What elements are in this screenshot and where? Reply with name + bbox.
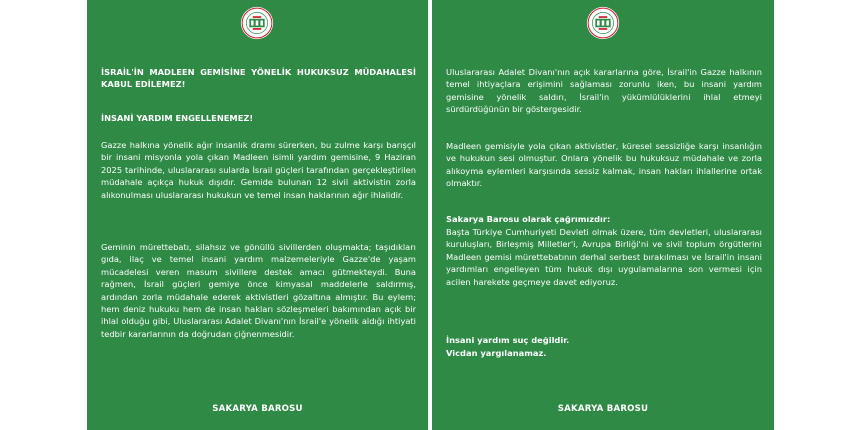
paragraph: Başta Türkiye Cumhuriyeti Devleti olmak üzere, tüm devletleri, uluslararası kuruluşları, Birleşmiş Milletler'i, Avrupa Birliği'ni ve sivil toplum örgütlerini Madleen gemisi mürettebatının derhal serbest bırakılması ve İsrail'in insani yardımları engelleyen tüm hukuk dışı uygulamalarına son vermesi için acilen harekete geçmeye davet ediyoruz.: [446, 227, 762, 287]
bar-association-seal-icon: [586, 6, 620, 40]
footer-signature: SAKARYA BAROSU: [557, 404, 649, 414]
bar-association-seal-icon: [240, 6, 274, 40]
paragraph: Madleen gemisiyle yola çıkan aktivistler, küresel sessizliğe karşı insanlığın ve hukukun sesi olmuştur. Onlara yönelik bu hukuksuz müdahale ve zorla alıkoyma eylemleri karşısında sessiz kalmak, insan hakları ihlallerine ortak olmaktır.: [446, 141, 762, 189]
left-page: [87, 0, 428, 430]
call-heading: Sakarya Barosu olarak çağrımızdır:: [446, 214, 611, 224]
right-page: [432, 0, 774, 430]
main-heading: İSRAİL'İN MADLEEN GEMİSİNE YÖNELİK HUKUKSUZ MÜDAHALESİ KABUL EDİLEMEZ!: [101, 67, 416, 90]
footer-signature: SAKARYA BAROSU: [212, 404, 303, 414]
closing-line: İnsani yardım suç değildir.: [446, 335, 570, 345]
sub-heading: İNSANİ YARDIM ENGELLENEMEZ!: [101, 113, 254, 123]
paragraph: Geminin mürettebatı, silahsız ve gönüllü sivillerden oluşmakta; taşıdıkları gıda, ilaç ve temel insani yardım malzemeleriyle Gazze'de yaşam mücadelesi veren masum sivillere destek amacı gütmekteydi. Buna rağmen, İsrail güçleri gemiye önce kimyasal maddelerle saldırmış, ardından zorla müdahale ederek aktivistleri gözaltına almıştır. Bu eylem; hem deniz hukuku hem de insan hakları sözleşmeleri bakımından açık bir ihlal olduğu gibi, Uluslararası Adalet Divanı'nın İsrail'e yönelik aldığı ihtiyati tedbir kararlarının da doğrudan çiğnenmesidir.: [101, 242, 416, 339]
closing-line: Vicdan yargılanamaz.: [446, 348, 547, 358]
paragraph: Uluslararası Adalet Divanı'nın açık kararlarına göre, İsrail'in Gazze halkının temel ihtiyaçlara erişimini sağlaması zorunlu iken, bu insani yardım gemisine yönelik saldırı, İsrail'in yükümlülüklerini ihlal etmeyi sürdürdüğünün bir göstergesidir.: [446, 67, 762, 115]
paragraph: Gazze halkına yönelik ağır insanlık dramı sürerken, bu zulme karşı barışçıl bir insani misyonla yola çıkan Madleen isimli yardım gemisine, 9 Haziran 2025 tarihinde, uluslararası sularda İsrail güçleri tarafından gerçekleştirilen müdahale açıkça hukuk dışıdır. Gemide bulunan 12 sivil aktivistin zorla alıkonulması uluslararası hukukun ve temel insan haklarının ağır ihlalidir.: [101, 140, 416, 200]
